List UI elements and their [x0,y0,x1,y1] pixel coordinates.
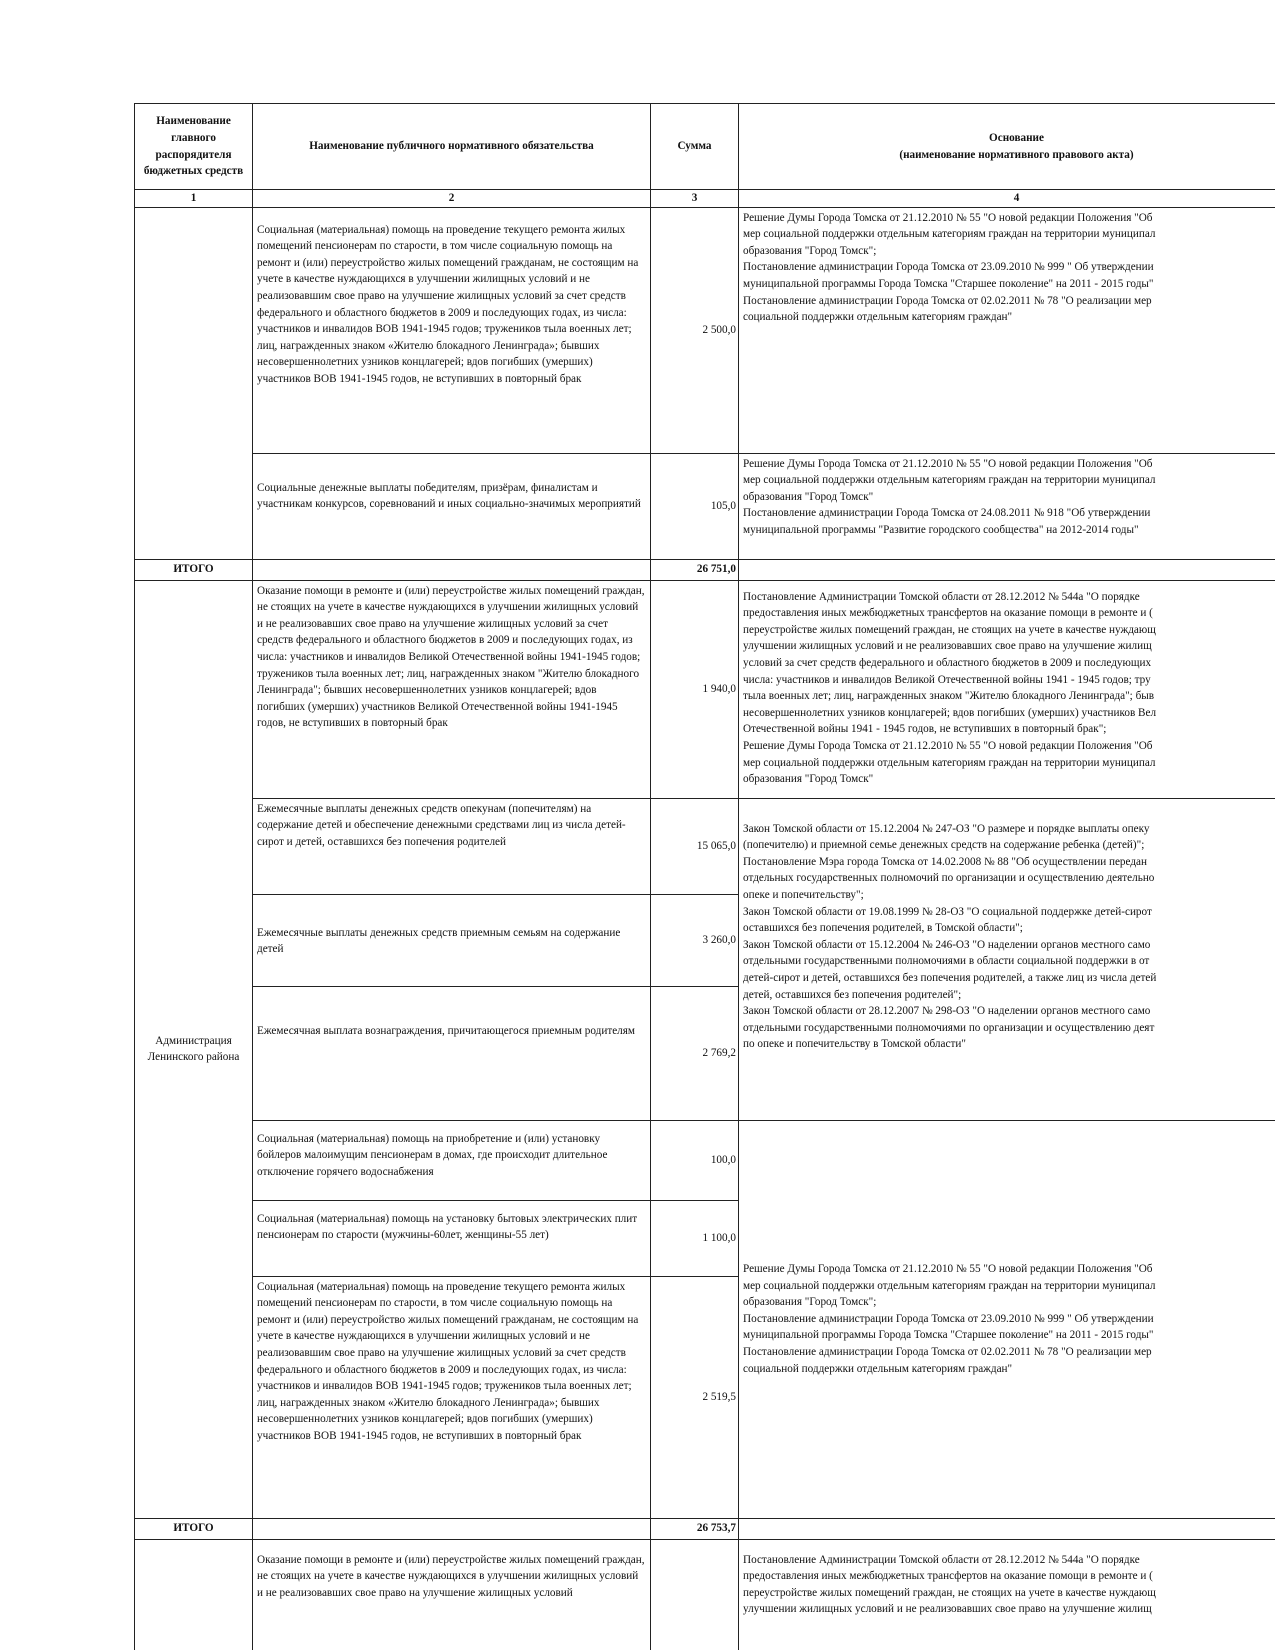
column-number: 1 [135,190,253,208]
obligation-amount: 2 500,0 [651,207,739,453]
obligation-basis [739,453,1275,559]
total-amount: 26 753,7 [651,1518,739,1539]
table-row [135,1120,1275,1200]
basis-text: Постановление Администрации Томской области от 28.12.2012 № 544а "О порядке предоставления иных межбюджетных трансфертов на оказание помощи в ремонте и ( переустройстве жилых помещений граждан, не стоящих на учете в качестве нуждающ улучшении жилищных условий и не реализовавших свое право на улучшение жилищ условий за счет средств федерального и областного бюджетов в 2009 и последующих числа: участников и инвалидов Великой Отечественной войны 1941 - 1945 годов; тру тыла военных лет; лиц, награжденных знаком "Жителю блокадного Ленинграда"; быв несовершеннолетних узников концлагерей; вдов погибших (умерших) участников Вел Отечественной войны 1941 - 1945 годов, не вступивших в повторный брак"; Решение Думы Города Томска от 21.12.2010 № 55 "О новой редакции Положения "Об мер социальной поддержки отдельным категориям граждан на территории муниципал образования "Город Томск" [743,590,1157,786]
header-basis-title: Основание [989,131,1044,144]
obligation-name: Социальная (материальная) помощь на проведение текущего ремонта жилых помещений пенсионерам по старости, в том числе социальную помощь на ремонт и (или) переустройство жилых помещений гражданам, не состоящим на учете в качестве нуждающихся в улучшении жилищных условий и не реализовавшим свое право на улучшение жилищных условий за счет средств федерального и областного бюджетов в 2009 и последующих годах, из числа: участников и инвалидов ВОВ 1941-1945 годов; тружеников тыла военных лет; лиц, награжденных знаком «Жителю блокадного Ленинграда»; бывших несовершеннолетних узников концлагерей; вдов погибших (умерших) участников ВОВ 1941-1945 годов, не вступивших в повторный брак [253,1276,651,1518]
obligation-basis [739,798,1275,1120]
total-label: ИТОГО [135,1518,253,1539]
total-empty [739,559,1275,580]
obligation-amount: 2 519,5 [651,1276,739,1518]
table-row [135,1539,1275,1650]
header-obligation: Наименование публичного нормативного обязательства [253,104,651,190]
distributor-cell: Администрация Ленинского района [135,580,253,1518]
obligation-amount: 105,0 [651,453,739,559]
obligation-name: Ежемесячные выплаты денежных средств приемным семьям на содержание детей [253,894,651,986]
obligation-name: Оказание помощи в ремонте и (или) переустройстве жилых помещений граждан, не стоящих на учете в качестве нуждающихся в улучшении жилищных условий и не реализовавших свое право на улучшение жилищных условий за счет средств федерального и областного бюджетов в 2009 и последующих годах, из числа: участников и инвалидов Великой Отечественной войны 1941-1945 годов; тружеников тыла военных лет; лиц, награжденных знаком "Жителю блокадного Ленинграда"; бывших несовершеннолетних узников концлагерей; вдов погибших (умерших) участников Великой Отечественной войны 1941-1945 годов, не вступивших в повторный брак [253,580,651,798]
obligation-amount [651,1539,739,1650]
obligation-amount: 1 100,0 [651,1200,739,1276]
column-number: 3 [651,190,739,208]
obligation-amount: 100,0 [651,1120,739,1200]
obligation-name: Социальная (материальная) помощь на установку бытовых электрических плит пенсионерам по старости (мужчины-60лет, женщины-55 лет) [253,1200,651,1276]
obligation-name: Социальная (материальная) помощь на проведение текущего ремонта жилых помещений пенсионерам по старости, в том числе социальную помощь на ремонт и (или) переустройство жилых помещений гражданам, не состоящим на учете в качестве нуждающихся в улучшении жилищных условий и не реализовавшим свое право на улучшение жилищных условий за счет средств федерального и областного бюджетов в 2009 и последующих годах, из числа: участников и инвалидов ВОВ 1941-1945 годов; тружеников тыла военных лет; лиц, награжденных знаком «Жителю блокадного Ленинграда»; бывших несовершеннолетних узников концлагерей; вдов погибших (умерших) участников ВОВ 1941-1945 годов, не вступивших в повторный брак [253,207,651,453]
header-basis [739,104,1275,190]
table-row [135,207,1275,453]
total-empty [253,1518,651,1539]
obligation-amount: 2 769,2 [651,986,739,1120]
table-row [135,798,1275,894]
distributor-cell [135,207,253,559]
table-row [135,580,1275,798]
basis-text: Решение Думы Города Томска от 21.12.2010 № 55 "О новой редакции Положения "Об мер социальной поддержки отдельным категориям граждан на территории муниципал образования "Город Томск"; Постановление администрации Города Томска от 23.09.2010 № 999 " Об утверждении муниципальной программы Города Томска "Старшее поколение" на 2011 - 2015 годы" Постановление администрации Города Томска от 02.02.2011 № 78 "О реализации мер социальной поддержки отдельным категориям граждан" [743,211,1156,324]
column-number: 4 [739,190,1275,208]
basis-text: Решение Думы Города Томска от 21.12.2010 № 55 "О новой редакции Положения "Об мер социальной поддержки отдельным категориям граждан на территории муниципал образования "Город Томск" Постановление администрации Города Томска от 24.08.2011 № 918 "Об утверждении муниципальной программы "Развитие городского сообщества" на 2012-2014 годы" [743,457,1156,536]
obligation-name: Оказание помощи в ремонте и (или) переустройстве жилых помещений граждан, не стоящих на учете в качестве нуждающихся в улучшении жилищных условий и не реализовавших свое право на улучшение жилищных условий [253,1539,651,1650]
basis-text: Постановление Администрации Томской области от 28.12.2012 № 544а "О порядке предоставления иных межбюджетных трансфертов на оказание помощи в ремонте и ( переустройстве жилых помещений граждан, не стоящих на учете в качестве нуждающ улучшении жилищных условий и не реализовавших свое право на улучшение жилищ [743,1553,1156,1616]
column-number-row [135,190,1275,208]
obligation-name: Социальные денежные выплаты победителям, призёрам, финалистам и участникам конкурсов, соревнований и иных социально-значимых мероприятий [253,453,651,559]
basis-text: Решение Думы Города Томска от 21.12.2010 № 55 "О новой редакции Положения "Об мер социальной поддержки отдельным категориям граждан на территории муниципал образования "Город Томск"; Постановление администрации Города Томска от 23.09.2010 № 999 " Об утверждении муниципальной программы Города Томска "Старшее поколение" на 2011 - 2015 годы" Постановление администрации Города Томска от 02.02.2011 № 78 "О реализации мер социальной поддержки отдельным категориям граждан" [743,1263,1156,1375]
table-header-row [135,104,1275,190]
obligations-table [134,103,1275,1650]
total-empty [253,559,651,580]
basis-text: Закон Томской области от 15.12.2004 № 247-ОЗ "О размере и порядке выплаты опеку (попечителю) и приемной семье денежных средств на содержание ребенка (детей)"; Постановление Мэра города Томска от 14.02.2008 № 88 "Об осуществлении передан отдельных государственных полномочий по организации и осуществлению деятельно опеке и попечительству"; Закон Томской области от 19.08.1999 № 28-ОЗ "О социальной поддержке детей-сирот оставшихся без попечения родителей, в Томской области"; Закон Томской области от 15.12.2004 № 246-ОЗ "О наделении органов местного само отдельными государственными полномочиями в области социальной поддержки в от детей-сирот и детей, оставшихся без попечения родителей, а также лиц из числа детей детей, оставшихся без попечения родителей"; Закон Томской области от 28.12.2007 № 298-ОЗ "О наделении органов местного само отдельными государственными полномочиями по организации и осуществлению деят по опеке и попечительству в Томской области" [743,822,1157,1051]
total-amount: 26 751,0 [651,559,739,580]
obligation-basis [739,1120,1275,1518]
header-distributor: Наименование главного распорядителя бюджетных средств [135,104,253,190]
obligation-name: Социальная (материальная) помощь на приобретение и (или) установку бойлеров малоимущим пенсионерам в домах, где происходит длительное отключение горячего водоснабжения [253,1120,651,1200]
obligation-name: Ежемесячные выплаты денежных средств опекунам (попечителям) на содержание детей и обеспечение денежными средствами лиц из числа детей-сирот и детей, оставшихся без попечения родителей [253,798,651,894]
total-row [135,1518,1275,1539]
obligation-basis [739,207,1275,453]
obligation-amount: 3 260,0 [651,894,739,986]
distributor-cell [135,1539,253,1650]
total-row [135,559,1275,580]
obligation-basis [739,580,1275,798]
obligation-amount: 15 065,0 [651,798,739,894]
obligation-amount: 1 940,0 [651,580,739,798]
column-number: 2 [253,190,651,208]
obligation-basis [739,1539,1275,1650]
header-amount: Сумма [651,104,739,190]
total-empty [739,1518,1275,1539]
obligation-name: Ежемесячная выплата вознаграждения, причитающегося приемным родителям [253,986,651,1120]
table-row [135,453,1275,559]
header-basis-subtitle: (наименование нормативного правового акта) [899,148,1134,161]
total-label: ИТОГО [135,559,253,580]
